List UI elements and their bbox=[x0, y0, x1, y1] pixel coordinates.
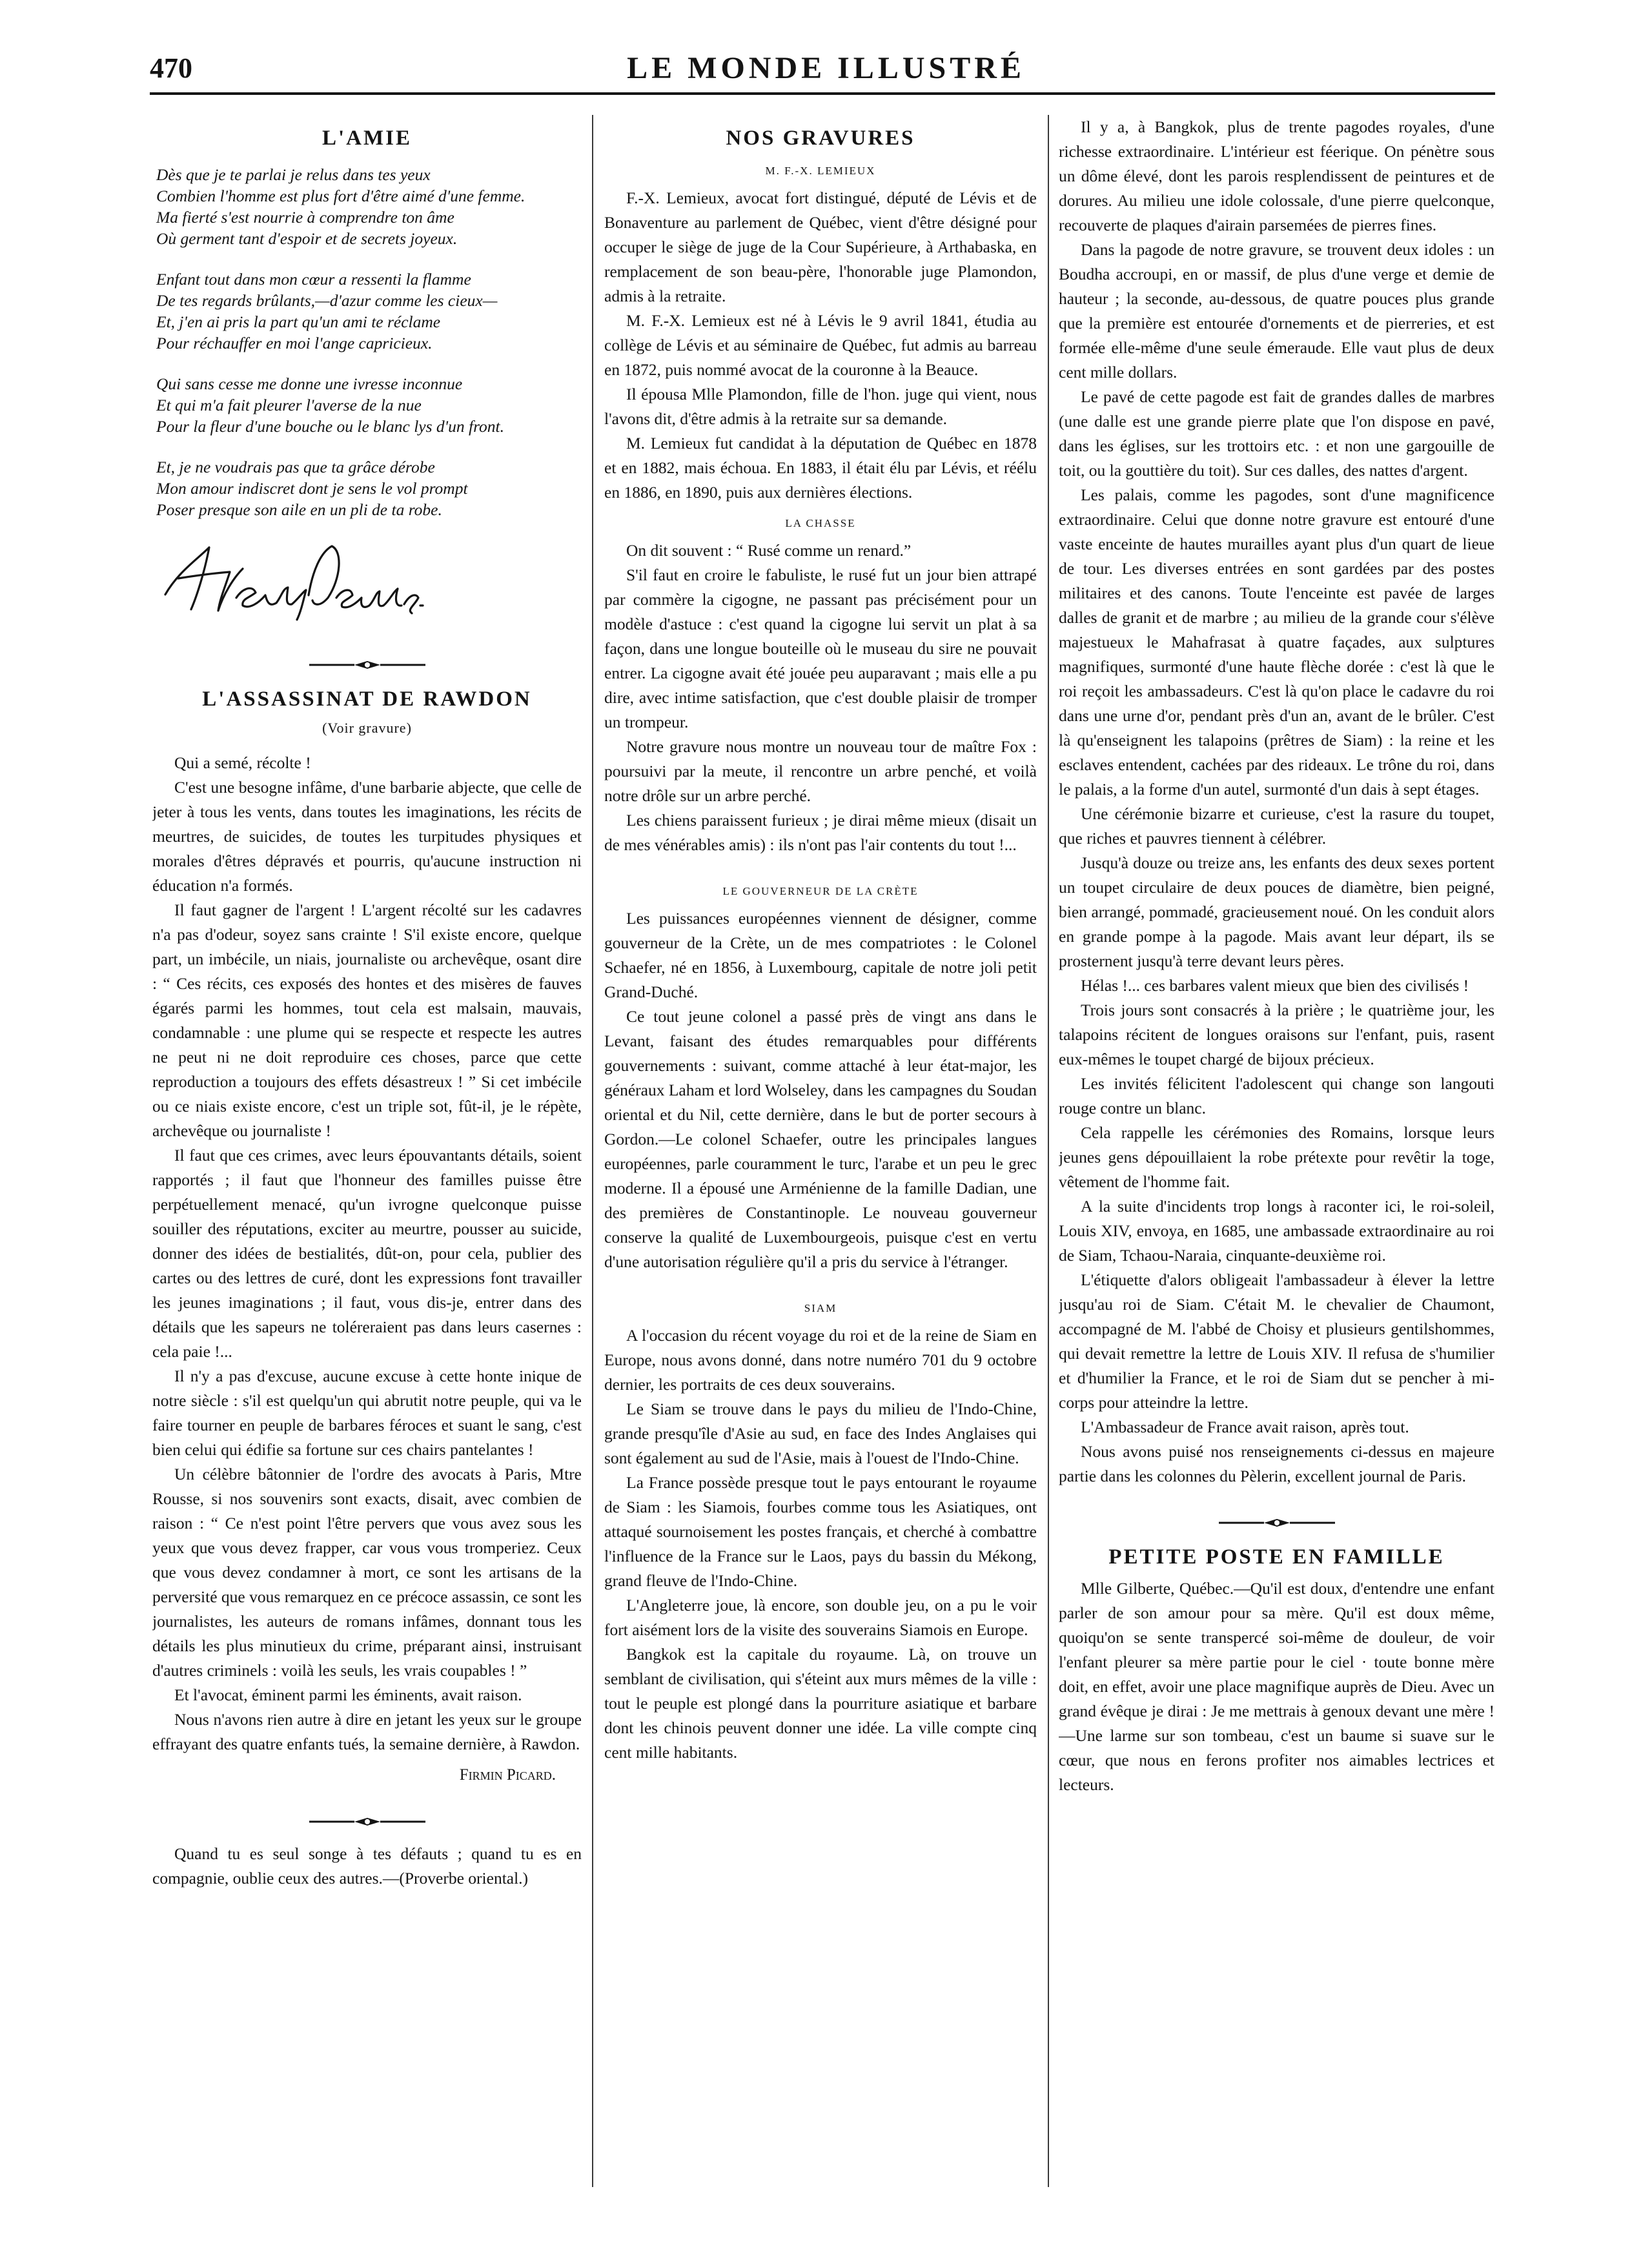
poem-verse: Et, j'en ai pris la part qu'un ami te réclame bbox=[156, 312, 441, 331]
article-paragraph: Ce tout jeune colonel a passé près de vingt ans dans le Levant, faisant des études remarquables pour différents gouvernements : suivant, comme attaché à leur état-major, les généraux Laham et lord Wolseley, dans les campagnes du Soudan oriental et du Nil, cette dernière, dans le but de porter secours à Gordon.—Le colonel Schaefer, outre les principales langues européennes, parle couramment le turc, l'arabe et un peu le grec moderne. Il a épousé une Arménienne de la famille Dadian, une des premières de Constantinople. Le nouveau gouverneur conserve la qualité de Luxembourgeois, puisque c'est en vertu d'une autorisation régulière qu'il a pris du service à l'étranger. bbox=[604, 1007, 1037, 1271]
article-paragraph: Les palais, comme les pagodes, sont d'une magnificence extraordinaire. Celui que donne notre gravure est entouré d'une vaste enceinte de hautes murailles ayant plus d'un quart de lieue de tour. Les diverses entrées en sont gardées par des postes militaires et des canons. Toute l'enceinte est pavée de larges dalles de granit et de marbre ; au milieu de la grande cour s'élève majestueux le Mahafrasat à quatre façades, aux sulptures magnifiques, surmonté d'une haute flèche dorée : c'est là que le roi reçoit les ambassadeurs. C'est là qu'on place le cadavre du roi dans une urne d'or, pendant près d'un an, avant de le brûler. C'est là qu'enseignent les talapoins (prêtres de Siam) : la reine et les esclaves entendent, cachées par des rideaux. Le trône du roi, dans le palais, a la forme d'un autel, surmonté d'un dais à sept étages. bbox=[1059, 485, 1494, 799]
poem-verse: Mon amour indiscret dont je sens le vol prompt bbox=[156, 479, 468, 498]
section-ornament bbox=[152, 1809, 582, 1822]
column-divider bbox=[1048, 115, 1049, 2187]
article-paragraph: Une cérémonie bizarre et curieuse, c'est la rasure du toupet, que riches et pauvres tiennent à célébrer. bbox=[1059, 804, 1494, 848]
article-paragraph: Hélas !... ces barbares valent mieux que bien des civilisés ! bbox=[1081, 976, 1469, 995]
article-title: L'ASSASSINAT DE RAWDON bbox=[202, 687, 532, 711]
article-paragraph: Nous n'avons rien autre à dire en jetant les yeux sur le groupe effrayant des quatre enfants tués, la semaine dernière, à Rawdon. bbox=[152, 1710, 582, 1753]
article-author: Firmin Picard. bbox=[459, 1766, 556, 1784]
article-paragraph: M. F.-X. Lemieux est né à Lévis le 9 avril 1841, étudia au collège de Lévis et au séminaire de Québec, fut admis au barreau en 1872, puis nommé avocat de la couronne à la Beauce. bbox=[604, 311, 1037, 379]
poem-stanza bbox=[156, 164, 582, 249]
article-paragraph: Bangkok est la capitale du royaume. Là, on trouve un semblant de civilisation, qui s'éteint aux murs mêmes de la ville : tout le peuple est plongé dans la pourriture asiatique et barbare dont les chinois peuvent donner une idée. La ville compte cinq cent mille habitants. bbox=[604, 1645, 1037, 1762]
article-paragraph: A la suite d'incidents trop longs à raconter ici, le roi-soleil, Louis XIV, envoya, en 1685, une ambassade extraordinaire au roi de Siam, Tchaou-Naraia, cinquante-deuxième roi. bbox=[1059, 1197, 1494, 1265]
section-ornament bbox=[1059, 1511, 1494, 1523]
article-paragraph: Il faut que ces crimes, avec leurs épouvantants détails, soient rapportés ; il faut que l'honneur des familles puisse être perpétuellement menacé, qu'un ivrogne quelconque puisse souiller des réputations, exciter au meurtre, pousser au suicide, donner des idées de bestialités, dût-on, pour cela, publier des cartes ou des lettres de curé, dont les expressions font travailler les jeunes imaginations ; il faut, vous dis-je, entrer dans des détails que les sapeurs ne toléreraient pas dans leurs casernes : cela paie !... bbox=[152, 1146, 582, 1361]
subsection-heading: LA CHASSE bbox=[785, 517, 856, 529]
article-paragraph: Trois jours sont consacrés à la prière ; le quatrième jour, les talapoins récitent de longues oraisons sur l'enfant, puis, rasent eux-mêmes le toupet chargé de bijoux précieux. bbox=[1059, 1001, 1494, 1068]
poem-verse: Enfant tout dans mon cœur a ressenti la flamme bbox=[156, 270, 471, 289]
masthead: LE MONDE ILLUSTRÉ bbox=[627, 51, 1025, 85]
article-paragraph: A l'occasion du récent voyage du roi et de la reine de Siam en Europe, nous avons donné, dans notre numéro 701 du 9 octobre dernier, les portraits de ces deux souverains. bbox=[604, 1326, 1037, 1394]
article-paragraph: Notre gravure nous montre un nouveau tour de maître Fox : poursuivi par la meute, il rencontre un arbre penché, et voilà notre drôle sur un arbre perché. bbox=[604, 737, 1037, 805]
section-title: PETITE POSTE EN FAMILLE bbox=[1108, 1545, 1445, 1569]
poem-verse: Qui sans cesse me donne une ivresse inconnue bbox=[156, 374, 463, 393]
column-2 bbox=[604, 115, 1037, 2232]
article-paragraph: Nous avons puisé nos renseignements ci-dessus en majeure partie dans les colonnes du Pèlerin, excellent journal de Paris. bbox=[1059, 1442, 1494, 1485]
article-paragraph: Qui a semé, récolte ! bbox=[174, 753, 311, 772]
poem-verse: Pour la fleur d'une bouche ou le blanc lys d'un front. bbox=[156, 417, 505, 436]
poem-verse: Ma fierté s'est nourrie à comprendre ton âme bbox=[156, 208, 454, 227]
poem-stanza bbox=[156, 269, 582, 354]
poem-title: L'AMIE bbox=[321, 127, 412, 150]
article-paragraph: M. Lemieux fut candidat à la députation de Québec en 1878 et en 1882, mais échoua. En 1883, il était élu par Lévis, et réélu en 1886, en 1890, puis aux dernières élections. bbox=[604, 434, 1037, 502]
poem-verse: Et qui m'a fait pleurer l'averse de la nue bbox=[156, 396, 422, 414]
article-paragraph: Et l'avocat, éminent parmi les éminents, avait raison. bbox=[174, 1685, 522, 1704]
article-paragraph: Il épousa Mlle Plamondon, fille de l'hon. juge qui vient, nous l'avons dit, d'être admis à la retraite sur sa demande. bbox=[604, 385, 1037, 428]
subsection-heading: M. F.-X. LEMIEUX bbox=[765, 165, 876, 177]
proverb: Quand tu es seul songe à tes défauts ; quand tu es en compagnie, oublie ceux des autres.—(Proverbe oriental.) bbox=[152, 1844, 582, 1888]
article-paragraph: Les puissances européennes viennent de désigner, comme gouverneur de la Crète, un de mes compatriotes : le Colonel Schaefer, né en 1856, à Luxembourg, capitale de notre joli petit Grand-Duché. bbox=[604, 909, 1037, 1001]
page-number: 470 bbox=[150, 52, 192, 84]
article-paragraph: Les invités félicitent l'adolescent qui change son langouti rouge contre un blanc. bbox=[1059, 1074, 1494, 1117]
article-paragraph: On dit souvent : “ Rusé comme un renard.” bbox=[626, 541, 912, 560]
header-rule bbox=[150, 92, 1495, 95]
article-paragraph: La France possède presque tout le pays entourant le royaume de Siam : les Siamois, fourbes comme tous les Asiatiques, ont attaqué sournoisement les postes français, et cherché à combattre l'influence de la France sur le Laos, pays du bassin du Mékong, grand fleuve de l'Indo-Chine. bbox=[604, 1473, 1037, 1590]
article-paragraph: Les chiens paraissent furieux ; je dirai même mieux (disait un de mes vénérables amis) : ils n'ont pas l'air contents du tout !... bbox=[604, 811, 1037, 854]
column-divider bbox=[592, 115, 593, 2187]
poem bbox=[152, 164, 582, 520]
article-paragraph: Le pavé de cette pagode est fait de grandes dalles de marbres (une dalle est une grande pierre plate que l'on dispose en pavé, dans les églises, sur les trottoirs etc. : et non une gargouille de toit, ou la gouttière du toit). Sur ces dalles, des nattes d'argent. bbox=[1059, 387, 1494, 480]
poem-verse: De tes regards brûlants,—d'azur comme les cieux— bbox=[156, 291, 498, 310]
article-paragraph: S'il faut en croire le fabuliste, le rusé fut un jour bien attrapé par commère la cigogne, ne passant pas précisément pour un modèle d'astuce : c'est quand la cigogne lui servit un plat à sa façon, dans une longue bouteille où le museau du sire ne pouvait entrer. La cigogne avait été jouée peu auparavant ; mais elle a pu dire, avec intime satisfaction, que c'est double plaisir de tromper un trompeur. bbox=[604, 565, 1037, 731]
poem-stanza bbox=[156, 456, 582, 520]
section-title: NOS GRAVURES bbox=[726, 127, 915, 150]
poem-verse: Pour réchauffer en moi l'ange capricieux. bbox=[156, 334, 433, 352]
article-paragraph: Il faut gagner de l'argent ! L'argent récolté sur les cadavres n'a pas d'odeur, soyez sans crainte ! S'il existe encore, quelque part, un imbécile, un niais, journaliste ou archevêque, osant dire : “ Ces récits, ces exposés des hontes et des misères de fauves égarés parmi les hommes, tout cela est malsain, mauvais, condamnable : une plume qui se respecte et respecte les autres ne peut ni ne doit reproduire ces choses, parce que cette reproduction a toujours des effets désastreux ! ” Si cet imbécile ou ce niais existe encore, c'est un triple sot, fût-il, je le répète, archevêque ou journaliste ! bbox=[152, 901, 582, 1140]
article-paragraph: Cela rappelle les cérémonies des Romains, lorsque leurs jeunes gens dépouillaient la robe prétexte pour revêtir la toge, vêtement de l'homme fait. bbox=[1059, 1123, 1494, 1191]
article-paragraph: Dans la pagode de notre gravure, se trouvent deux idoles : un Boudha accroupi, en or massif, de plus d'une verge et demie de hauteur ; la seconde, au-dessous, de quatre pouces plus grande que la première est entourée d'ornements et de pierreries, et est formée elle-même d'une seule émeraude. Elle vaut plus de deux cent mille dollars. bbox=[1059, 240, 1494, 382]
subsection-heading: LE GOUVERNEUR DE LA CRÈTE bbox=[722, 885, 919, 897]
poem-verse: Poser presque son aile en un pli de ta robe. bbox=[156, 500, 442, 519]
section-ornament bbox=[152, 653, 582, 666]
article-subtitle: (Voir gravure) bbox=[322, 720, 412, 736]
handwritten-signature bbox=[159, 533, 430, 624]
article-paragraph: Il y a, à Bangkok, plus de trente pagodes royales, d'une richesse extraordinaire. L'intérieur est féerique. On pénètre sous un dôme élevé, dont les parois resplendissent de peintures et de dorures. Au milieu une idole colossale, d'une pierre quelconque, recouverte de plaques d'airain parsemées de pierres fines. bbox=[1059, 117, 1494, 234]
subsection-heading: SIAM bbox=[804, 1302, 837, 1314]
poem-verse: Et, je ne voudrais pas que ta grâce dérobe bbox=[156, 458, 435, 476]
article-paragraph: Il n'y a pas d'excuse, aucune excuse à cette honte inique de notre siècle : s'il est quelqu'un qui abrutit notre peuple, qui va le faire tourner en peuple de barbares féroces et suant le sang, c'est bien celui qui édifie sa fortune sur ces chairs pantelantes ! bbox=[152, 1367, 582, 1459]
article-paragraph: F.-X. Lemieux, avocat fort distingué, député de Lévis et de Bonaventure au parlement de Québec, vient d'être désigné pour occuper le siège de juge de la Cour Supérieure, à Arthabaska, en remplacement de son beau-père, l'honorable juge Plamondon, admis à la retraite. bbox=[604, 188, 1037, 305]
article-paragraph: L'Ambassadeur de France avait raison, après tout. bbox=[1081, 1418, 1409, 1436]
article-paragraph: Le Siam se trouve dans le pays du milieu de l'Indo-Chine, grande presqu'île d'Asie au sud, en face des Indes Anglaises qui sont également au sud de l'Asie, mais à l'ouest de l'Indo-Chine. bbox=[604, 1400, 1037, 1467]
column-3 bbox=[1059, 115, 1494, 2232]
column-1 bbox=[152, 115, 582, 2232]
article-paragraph: L'Angleterre joue, là encore, son double jeu, on a pu le voir fort aisément lors de la visite des souverains Siamois en Europe. bbox=[604, 1596, 1037, 1639]
article-paragraph: Un célèbre bâtonnier de l'ordre des avocats à Paris, Mtre Rousse, si nos souvenirs sont exacts, disait, avec combien de raison : “ Ce n'est point l'être pervers que vous avez sous les yeux que vous devez frapper, car vous vous tromperiez. Ceux que vous devez condamner à mort, ce sont les artisans de la perversité que vous remarquez en ce précoce assassin, ce sont les journalistes, les auteurs de romans infâmes, donnant tous les détails les plus minutieux du crime, préparant ainsi, instruisant d'autres criminels : voilà les seuls, les vrais coupables ! ” bbox=[152, 1465, 582, 1680]
article-paragraph: Jusqu'à douze ou treize ans, les enfants des deux sexes portent un toupet circulaire de deux pouces de diamètre, bien peigné, bien arrangé, pommadé, gracieusement noué. On les conduit alors en grande pompe à la pagode. Mais avant leur départ, ils se prosternent jusqu'à terre devant leurs pères. bbox=[1059, 853, 1494, 970]
poem-verse: Combien l'homme est plus fort d'être aimé d'une femme. bbox=[156, 187, 525, 205]
poem-verse: Où germent tant d'espoir et de secrets joyeux. bbox=[156, 229, 458, 248]
article-paragraph: C'est une besogne infâme, d'une barbarie abjecte, que celle de jeter à tous les vents, dans toutes les imaginations, les récits de meurtres, de suicides, de toutes les turpitudes physiques et morales d'êtres dépravés et pourris, qu'aucune instruction ni éducation n'a formés. bbox=[152, 778, 582, 895]
article-paragraph: L'étiquette d'alors obligeait l'ambassadeur à élever la lettre jusqu'au roi de Siam. C'était M. le chevalier de Chaumont, accompagné de M. l'abbé de Choisy et plusieurs gentilshommes, qui devait remettre la lettre de Louis XIV. Il refusa de s'humilier et d'humilier la France, et le roi de Siam dut se pencher à mi-corps pour atteindre la lettre. bbox=[1059, 1270, 1494, 1412]
poem-verse: Dès que je te parlai je relus dans tes yeux bbox=[156, 165, 431, 184]
article-paragraph: Mlle Gilberte, Québec.—Qu'il est doux, d'entendre une enfant parler de son amour pour sa mère. Qu'il est doux même, quoiqu'on se sente transpercé soi-même de douleur, de voir l'enfant pleurer sa mère partie pour le ciel · toute bonne mère doit, en effet, avoir une place magnifique auprès de Dieu. Avec un grand évêque je dirai : Je me mettrais à genoux devant une mère !—Une larme sur son tombeau, c'est un baume si suave sur le cœur, que nous en ferons profiter nos aimables lectrices et lecteurs. bbox=[1059, 1579, 1494, 1794]
poem-stanza bbox=[156, 373, 582, 437]
